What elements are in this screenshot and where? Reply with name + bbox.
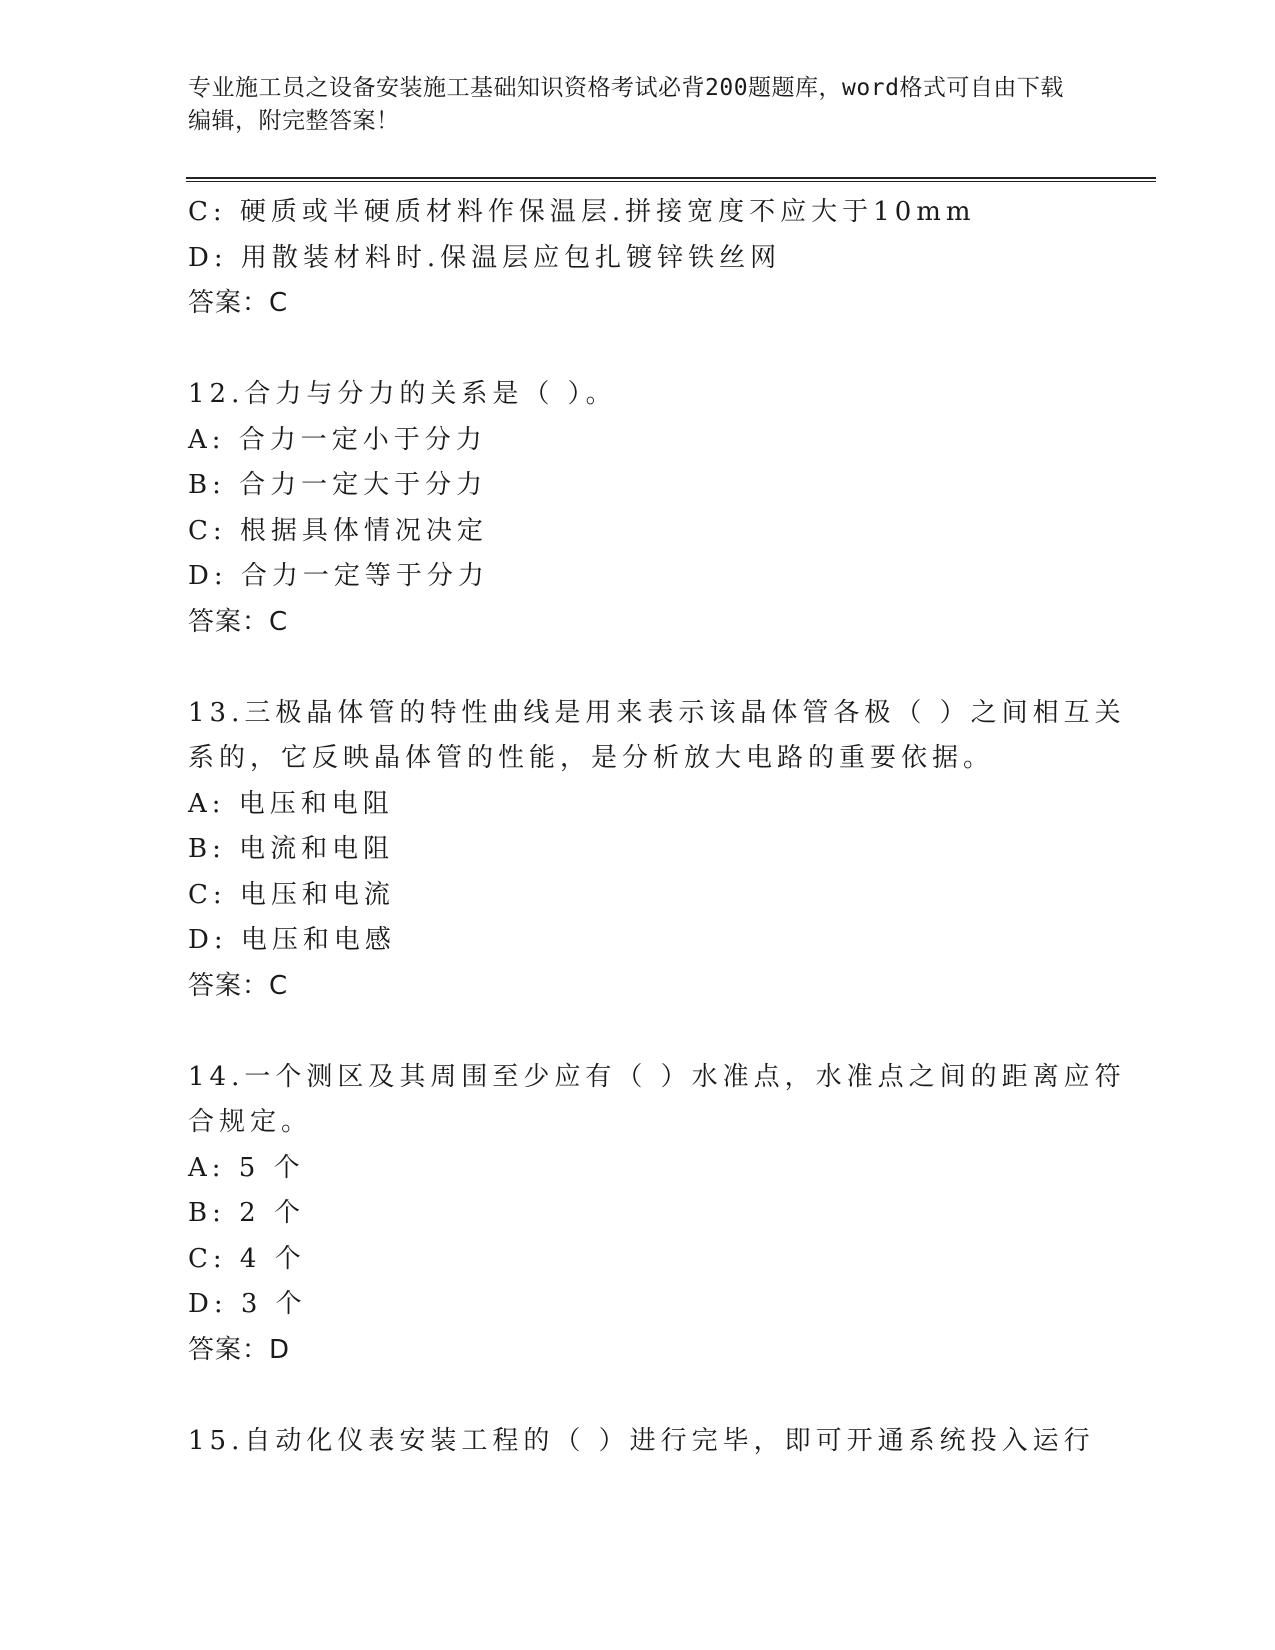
question-stem-line-2: 系的，它反映晶体管的性能，是分析放大电路的重要依据。 [188,743,995,773]
question-12 [188,372,1088,645]
option-d: D: 3 个 [188,1289,307,1319]
answer: 答案：D [188,1334,291,1365]
question-stem-line-1: 13.三极晶体管的特性曲线是用来表示该晶体管各极（ ）之间相互关 [188,697,1126,728]
option-c: C: 电压和电流 [188,879,395,910]
option-a: A: 合力一定小于分力 [188,424,487,455]
answer: 答案：C [188,288,289,318]
document-header: 专业施工员之设备安装施工基础知识资格考试必背200题题库，word格式可自由下载编辑，附完整答案！ [188,75,1064,134]
question-stem: 15.自动化仪表安装工程的（ ）进行完毕，即可开通系统投入运行 [188,1425,1095,1456]
option-b: B: 2 个 [188,1198,305,1228]
option-d: D: 合力一定等于分力 [188,561,489,591]
option-d: D: 用散装材料时.保温层应包扎镀锌铁丝网 [188,242,782,273]
option-c: C: 硬质或半硬质材料作保温层.拼接宽度不应大于10mm [188,197,976,227]
question-13 [188,691,1126,1010]
option-b: B: 合力一定大于分力 [188,470,488,500]
option-b: B: 电流和电阻 [188,834,395,864]
previous-question-tail [188,190,1088,327]
question-stem-line-1: 14.一个测区及其周围至少应有（ ）水准点，水准点之间的距离应符 [188,1061,1126,1092]
question-stem-line-2: 合规定。 [188,1107,313,1137]
option-c: C: 根据具体情况决定 [188,515,488,546]
option-a: A: 电压和电阻 [188,788,394,819]
option-c: C: 4 个 [188,1243,306,1274]
option-d: D: 电压和电感 [188,925,396,955]
question-stem: 12.合力与分力的关系是（ ）。 [188,379,617,409]
header-divider [186,177,1156,182]
answer: 答案：C [188,970,289,1001]
answer: 答案：C [188,606,289,637]
question-15 [188,1419,1095,1465]
question-list [188,190,1126,1464]
option-a: A: 5 个 [188,1152,305,1183]
question-14 [188,1055,1126,1374]
